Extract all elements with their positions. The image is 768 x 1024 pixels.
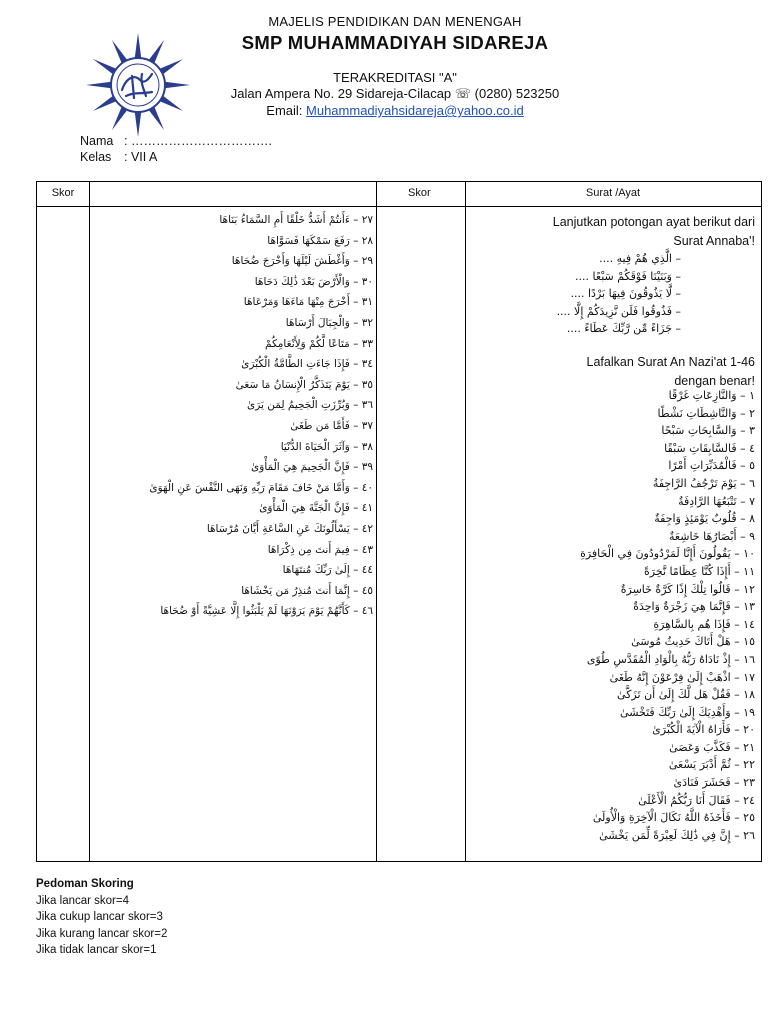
task1-line1: Lanjutkan potongan ayat berikut dari	[552, 215, 755, 229]
verse-line: ٤٤ – إِلَىٰ رَبِّكَ مُنتَهَاهَا	[282, 564, 373, 577]
task1-verse-line: – الَّذِي هُمْ فِيهِ ....	[599, 252, 681, 265]
task1-verse-line: – فَذُوقُوا فَلَن نَّزِيدَكُمْ إِلَّا ....	[556, 304, 681, 318]
task2-line2: dengan benar!	[674, 374, 755, 388]
scoring-line: Jika lancar skor=4	[36, 894, 129, 907]
email-label: Email:	[266, 103, 307, 118]
task1-verse-list	[557, 250, 681, 338]
task2-verse-line: ٢٣ – فَحَشَرَ فَنَادَىٰ	[673, 776, 755, 790]
task2-verse-line: ١٠ – يَقُولُونَ أَإِنَّا لَمَرْدُودُونَ فِي الْحَافِرَةِ	[580, 547, 755, 561]
col-skor-right: Skor	[408, 187, 431, 199]
task2-verse-line: ١٦ – إِذْ نَادَاهُ رَبُّهُ بِالْوَادِ الْمُقَدَّسِ طُوًى	[586, 652, 755, 666]
verse-line: ٤١ – فَإِنَّ الْجَنَّةَ هِيَ الْمَأْوَىٰ	[259, 502, 373, 515]
school-logo-icon	[82, 30, 194, 140]
header-address: Jalan Ampera No. 29 Sidareja-Cilacap ☏ (0280) 523250	[230, 86, 560, 101]
header-organization: MAJELIS PENDIDIKAN DAN MENENGAH	[268, 14, 522, 29]
verse-line: ٣٦ – وَبُرِّزَتِ الْجَحِيمُ لِمَن يَرَىٰ	[247, 399, 373, 412]
task2-verse-line: ١٣ – فَإِنَّمَا هِيَ زَجْرَةٌ وَاحِدَةٌ	[633, 600, 755, 614]
task2-verse-list	[580, 387, 755, 844]
task2-verse-line: ٢ – وَالنَّاشِطَاتِ نَشْطًا	[657, 406, 755, 420]
verse-line: ٣٢ – وَالْجِبَالَ أَرْسَاهَا	[285, 316, 373, 329]
scoring-title: Pedoman Skoring	[36, 878, 134, 890]
verse-line: ٤٦ – كَأَنَّهُمْ يَوْمَ يَرَوْنَهَا لَمْ يَلْبَثُوا إِلَّا عَشِيَّةً أَوْ ضُحَاهَا	[160, 605, 373, 618]
assessment-table	[36, 181, 762, 862]
task2-verse-line: ٢٦ – إِنَّ فِي ذَٰلِكَ لَعِبْرَةً لِّمَن يَخْشَىٰ	[599, 828, 755, 842]
header-email-line	[200, 103, 590, 118]
task2-verse-line: ١٤ – فَإِذَا هُم بِالسَّاهِرَةِ	[653, 617, 755, 631]
verse-line: ٣٨ – وَآثَرَ الْحَيَاةَ الدُّنْيَا	[280, 440, 373, 453]
task2-verse-line: ١٩ – وَأَهْدِيَكَ إِلَىٰ رَبِّكَ فَتَخْشَىٰ	[620, 705, 755, 719]
task2-verse-line: ٢٢ – ثُمَّ أَدْبَرَ يَسْعَىٰ	[668, 758, 755, 772]
verse-line: ٣١ – أَخْرَجَ مِنْهَا مَاءَهَا وَمَرْعَاهَا	[243, 296, 373, 309]
student-class-row	[80, 150, 157, 164]
verse-line: ٤٣ – فِيمَ أَنتَ مِن ذِكْرَاهَا	[267, 543, 373, 556]
verse-line: ٣٥ – يَوْمَ يَتَذَكَّرُ الْإِنسَانُ مَا سَعَىٰ	[235, 378, 373, 391]
col-surat-ayat: Surat /Ayat	[585, 187, 641, 199]
task2-verse-line: ٨ – قُلُوبٌ يَوْمَئِذٍ وَاجِفَةٌ	[654, 512, 755, 526]
header-accreditation: TERAKREDITASI "A"	[333, 70, 457, 85]
task2-verse-line: ١٧ – اذْهَبْ إِلَىٰ فِرْعَوْنَ إِنَّهُ طَغَىٰ	[609, 670, 755, 684]
verse-line: ٢٨ – رَفَعَ سَمْكَهَا فَسَوَّاهَا	[267, 234, 373, 247]
task1-verse-line: – لَّا يَذُوقُونَ فِيهَا بَرْدًا ....	[570, 287, 681, 300]
verse-line: ٣٧ – فَأَمَّا مَن طَغَىٰ	[290, 419, 373, 432]
verse-line: ٢٩ – وَأَغْطَشَ لَيْلَهَا وَأَخْرَجَ ضُحَاهَا	[231, 255, 373, 268]
verse-line: ٤٠ – وَأَمَّا مَنْ خَافَ مَقَامَ رَبِّهِ وَنَهَى النَّفْسَ عَنِ الْهَوَىٰ	[149, 481, 373, 494]
scoring-line: Jika cukup lancar skor=3	[36, 911, 163, 923]
task2-verse-line: ٥ – فَالْمُدَبِّرَاتِ أَمْرًا	[668, 459, 755, 473]
email-link[interactable]: Muhammadiyahsidareja@yahoo.co.id	[306, 103, 524, 118]
verse-line: ٣٩ – فَإِنَّ الْجَحِيمَ هِيَ الْمَأْوَىٰ	[251, 461, 373, 474]
task2-verse-line: ٦ – يَوْمَ تَرْجُفُ الرَّاجِفَةُ	[652, 476, 755, 490]
verse-line: ٤٥ – إِنَّمَا أَنتَ مُنذِرُ مَن يَخْشَاهَا	[241, 584, 373, 597]
verse-line: ٣٣ – مَتَاعًا لَّكُمْ وَلِأَنْعَامِكُمْ	[265, 337, 373, 350]
verse-line: ٢٧ – ءَأَنتُمْ أَشَدُّ خَلْقًا أَمِ السَّمَاءُ بَنَاهَا	[219, 214, 373, 226]
student-name-row	[80, 134, 272, 148]
scoring-line: Jika kurang lancar skor=2	[36, 927, 168, 940]
task2-verse-line: ٢٤ – فَقَالَ أَنَا رَبُّكُمُ الْأَعْلَىٰ	[638, 793, 755, 807]
task2-instruction	[587, 353, 755, 391]
class-label: Kelas	[80, 150, 112, 164]
task1-verse-line: – وَبَنَيْنَا فَوْقَكُمْ سَبْعًا ....	[575, 269, 681, 283]
task2-verse-line: ١٨ – فَقُلْ هَل لَّكَ إِلَىٰ أَن تَزَكَّىٰ	[617, 688, 755, 702]
header-school-name: SMP MUHAMMADIYAH SIDAREJA	[241, 32, 549, 53]
verse-line: ٣٤ – فَإِذَا جَاءَتِ الطَّامَّةُ الْكُبْرَىٰ	[241, 358, 373, 371]
verse-line: ٤٢ – يَسْأَلُونَكَ عَنِ السَّاعَةِ أَيَّانَ مُرْسَاهَا	[206, 522, 373, 535]
class-value: : VII A	[124, 150, 158, 164]
task2-verse-line: ٧ – تَتْبَعُهَا الرَّادِفَةُ	[678, 494, 755, 508]
scoring-line: Jika tidak lancar skor=1	[36, 944, 157, 956]
task2-verse-line: ١١ – أَإِذَا كُنَّا عِظَامًا نَّخِرَةً	[644, 564, 755, 578]
name-field[interactable]: : …………………………….	[124, 134, 272, 148]
task2-verse-line: ٢١ – فَكَذَّبَ وَعَصَىٰ	[669, 740, 755, 754]
task2-verse-line: ٤ – فَالسَّابِقَاتِ سَبْقًا	[664, 441, 755, 455]
task2-verse-line: ٢٥ – فَأَخَذَهُ اللَّهُ نَكَالَ الْآخِرَةِ وَالْأُولَىٰ	[592, 811, 755, 825]
col-skor-left: Skor	[51, 187, 75, 199]
verses-27-46	[149, 210, 373, 622]
scoring-guide	[36, 876, 167, 959]
task2-verse-line: ٢٠ – فَأَرَاهُ الْآيَةَ الْكُبْرَىٰ	[652, 723, 755, 737]
task2-verse-line: ١ – وَالنَّازِعَاتِ غَرْقًا	[668, 389, 755, 402]
task1-instruction	[553, 213, 755, 251]
task2-verse-line: ١٢ – قَالُوا تِلْكَ إِذًا كَرَّةٌ خَاسِرَةٌ	[620, 582, 755, 596]
task1-line2: Surat Annaba'!	[673, 234, 755, 248]
task2-line1: Lafalkan Surat An Nazi'at 1-46	[586, 355, 755, 369]
task2-verse-line: ٣ – وَالسَّابِحَاتِ سَبْحًا	[661, 424, 755, 438]
verse-line: ٣٠ – وَالْأَرْضَ بَعْدَ ذَٰلِكَ دَحَاهَا	[254, 275, 373, 288]
task2-verse-line: ٩ – أَبْصَارُهَا خَاشِعَةٌ	[669, 529, 755, 543]
task2-verse-line: ١٥ – هَلْ أَتَاكَ حَدِيثُ مُوسَىٰ	[631, 635, 755, 649]
name-label: Nama	[80, 134, 114, 148]
task1-verse-line: – جَزَاءً مِّن رَّبِّكَ عَطَاءً ....	[566, 322, 681, 335]
